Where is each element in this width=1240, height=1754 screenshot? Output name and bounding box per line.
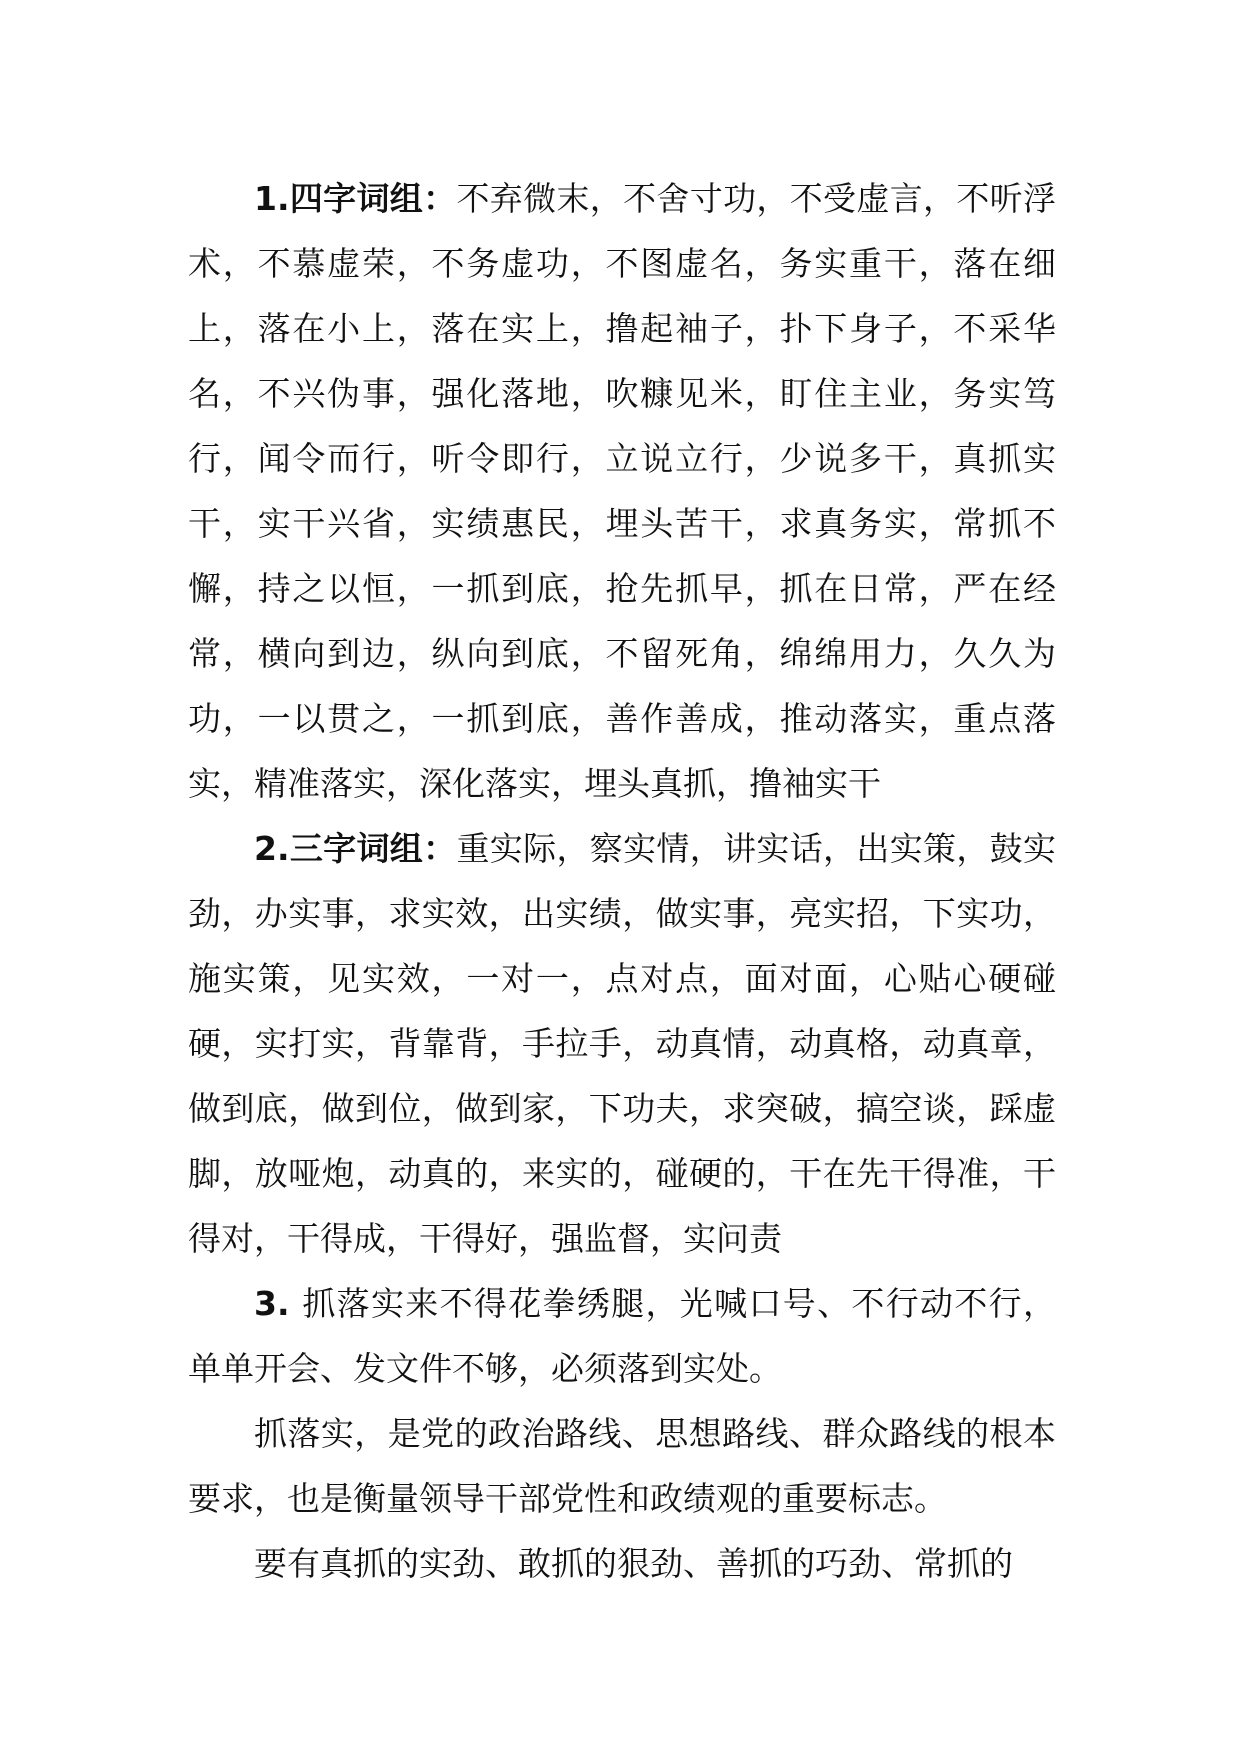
paragraph-heading: 1.四字词组： [254, 179, 457, 218]
paragraph-text: 不弃微末，不舍寸功，不受虚言，不听浮术，不慕虚荣，不务虚功，不图虚名，务实重干，落在细上，落在小上，落在实上，撸起袖子，扑下身子，不采华名，不兴伪事，强化落地，吹糠见米，盯住主业，务实笃行，闻令而行，听令即行，立说立行，少说多干，真抓实干，实干兴省，实绩惠民，埋头苦干，求真务实，常抓不懈，持之以恒，一抓到底，抢先抓早，抓在日常，严在经常，横向到边，纵向到底，不留死角，绵绵用力，久久为功，一以贯之，一抓到底，善作善成，推动落实，重点落实，精准落实，深化落实，埋头真抓，撸袖实干 [188, 179, 1057, 803]
paragraph-heading: 3. [254, 1284, 303, 1323]
paragraph-text: 重实际，察实情，讲实话，出实策，鼓实劲，办实事，求实效，出实绩，做实事，亮实招，下实功，施实策，见实效，一对一，点对点，面对面，心贴心硬碰硬，实打实，背靠背，手拉手，动真情，动真格，动真章，做到底，做到位，做到家，下功夫，求突破，搞空谈，踩虚脚，放哑炮，动真的，来实的，碰硬的，干在先干得准，干得对，干得成，干得好，强监督，实问责 [188, 829, 1057, 1258]
paragraph-body [188, 1401, 1056, 1531]
document-body [188, 166, 1056, 1596]
paragraph-text: 抓落实，是党的政治路线、思想路线、群众路线的根本要求，也是衡量领导干部党性和政绩观的重要标志。 [188, 1414, 1056, 1518]
paragraph-four-character-phrases [188, 166, 1056, 816]
paragraph-text: 抓落实来不得花拳绣腿，光喊口号、不行动不行，单单开会、发文件不够，必须落到实处。 [188, 1284, 1056, 1388]
paragraph-text: 要有真抓的实劲、敢抓的狠劲、善抓的巧劲、常抓的 [254, 1544, 1013, 1583]
paragraph-three-character-phrases [188, 816, 1056, 1271]
paragraph-point-three [188, 1271, 1056, 1401]
paragraph-heading: 2.三字词组： [254, 829, 457, 868]
paragraph-body [188, 1531, 1056, 1596]
